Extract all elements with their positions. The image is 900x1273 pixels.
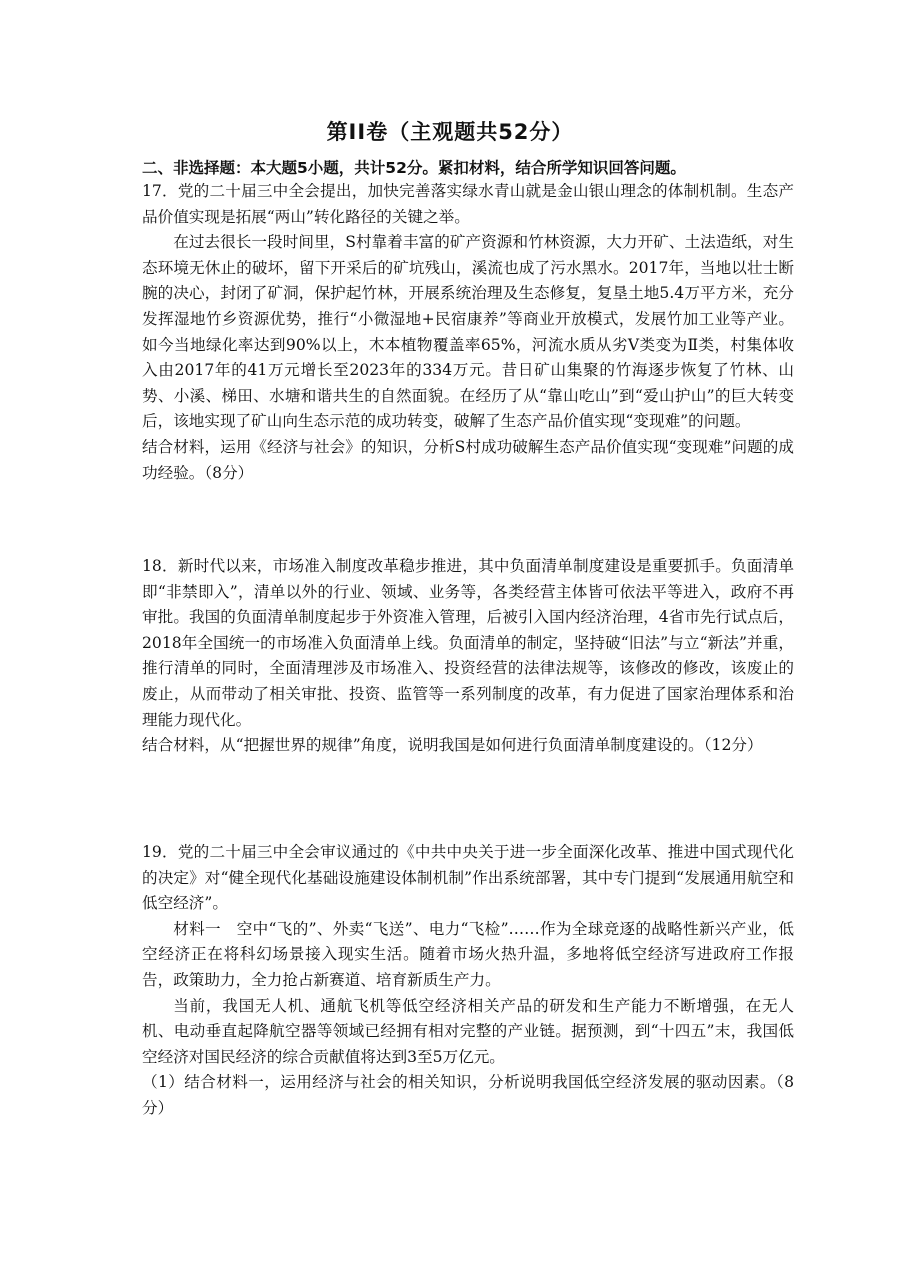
question-18-stem: 18．新时代以来，市场准入制度改革稳步推进，其中负面清单制度建设是重要抓手。负面清单即“非禁即入”，清单以外的行业、领域、业务等，各类经营主体皆可依法平等进入，政府不再审批。我国的负面清单制度起步于外资准入管理，后被引入国内经济治理，4省市先行试点后，2018年全国统一的市场准入负面清单上线。负面清单的制定，坚持破“旧法”与立“新法”并重，推行清单的同时，全面清理涉及市场准入、投资经营的法律法规等，该修改的修改，该废止的废止，从而带动了相关审批、投资、监管等一系列制度的改革，有力促进了国家治理体系和治理能力现代化。 [142, 557, 794, 729]
section-heading: 二、非选择题：本大题5小题，共计52分。紧扣材料，结合所学知识回答问题。 [142, 159, 686, 177]
question-19-prompt-1: （1）结合材料一，运用经济与社会的相关知识，分析说明我国低空经济发展的驱动因素。（8分） [142, 1073, 794, 1117]
question-19-material-2: 当前，我国无人机、通航飞机等低空经济相关产品的研发和生产能力不断增强，在无人机、电动垂直起降航空器等领域已经拥有相对完整的产业链。据预测，到“十四五”末，我国低空经济对国民经济的综合贡献值将达到3至5万亿元。 [142, 996, 794, 1066]
question-19-stem: 19．党的二十届三中全会审议通过的《中共中央关于进一步全面深化改革、推进中国式现代化的决定》对“健全现代化基础设施建设体制机制”作出系统部署，其中专门提到“发展通用航空和低空经济”。 [142, 843, 794, 913]
question-17-prompt: 结合材料，运用《经济与社会》的知识，分析S村成功破解生态产品价值实现“变现难”问题的成功经验。（8分） [142, 437, 794, 482]
part-title: 第II卷（主观题共52分） [326, 120, 574, 144]
question-19 [142, 840, 794, 1122]
question-19-material-1: 材料一 空中“飞的”、外卖“飞送”、电力“飞检”……作为全球竞逐的战略性新兴产业，低空经济正在将科幻场景接入现实生活。随着市场火热升温，多地将低空经济写进政府工作报告，政策助力，全力抢占新赛道、培育新质生产力。 [142, 919, 794, 989]
question-17-material: 在过去很长一段时间里，S村靠着丰富的矿产资源和竹林资源，大力开矿、土法造纸，对生态环境无休止的破坏，留下开采后的矿坑残山，溪流也成了污水黑水。2017年，当地以壮士断腕的决心，封闭了矿洞，保护起竹林，开展系统治理及生态修复，复垦土地5.4万平方米，充分发挥湿地竹乡资源优势，推行“小微湿地+民宿康养”等商业开放模式，发展竹加工业等产业。如今当地绿化率达到90%以上，木本植物覆盖率65%，河流水质从劣Ⅴ类变为Ⅱ类，村集体收入由2017年的41万元增长至2023年的334万元。昔日矿山集聚的竹海逐步恢复了竹林、山势、小溪、梯田、水塘和谐共生的自然面貌。在经历了从“靠山吃山”到“爱山护山”的巨大转变后，该地实现了矿山向生态示范的成功转变，破解了生态产品价值实现“变现难”的问题。 [142, 233, 794, 431]
question-18-prompt: 结合材料，从“把握世界的规律”角度，说明我国是如何进行负面清单制度建设的。（12分） [142, 736, 763, 755]
question-17-stem: 17．党的二十届三中全会提出，加快完善落实绿水青山就是金山银山理念的体制机制。生态产品价值实现是拓展“两山”转化路径的关键之举。 [142, 182, 794, 226]
question-17 [142, 179, 794, 486]
question-18 [142, 554, 794, 759]
